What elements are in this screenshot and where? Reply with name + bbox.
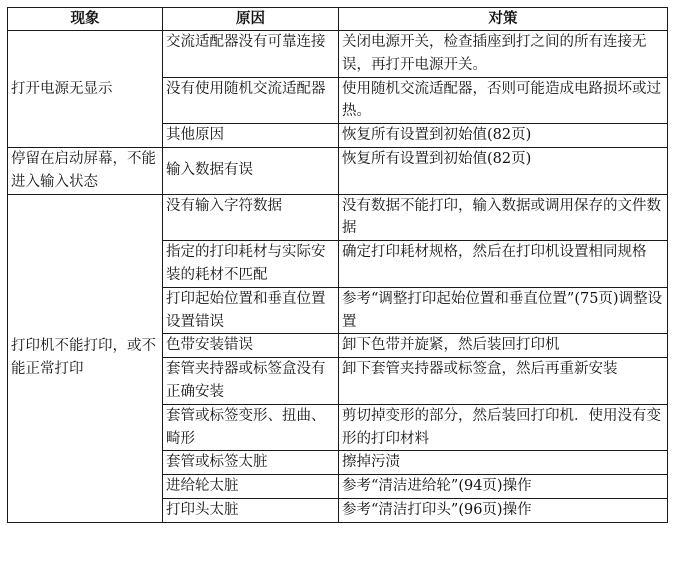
symptom-cell: 打开电源无显示 xyxy=(8,31,163,148)
solution-cell: 恢复所有设置到初始值(82页) xyxy=(339,124,668,148)
cause-cell: 套管夹持器或标签盒没有正确安装 xyxy=(163,358,339,405)
solution-cell: 卸下套管夹持器或标签盒，然后再重新安装 xyxy=(339,358,668,405)
cause-cell: 指定的打印耗材与实际安装的耗材不匹配 xyxy=(163,241,339,288)
cause-cell: 输入数据有误 xyxy=(163,147,339,194)
cause-cell: 其他原因 xyxy=(163,124,339,148)
solution-cell: 参考“调整打印起始位置和垂直位置”(75页)调整设置 xyxy=(339,287,668,334)
table-row xyxy=(8,147,668,194)
header-cause: 原因 xyxy=(163,8,339,31)
header-solution: 对策 xyxy=(339,8,668,31)
cause-cell: 套管或标签太脏 xyxy=(163,451,339,475)
solution-cell: 参考“清洁进给轮”(94页)操作 xyxy=(339,475,668,499)
solution-cell: 确定打印耗材规格，然后在打印机设置相同规格 xyxy=(339,241,668,288)
solution-cell: 没有数据不能打印，输入数据或调用保存的文件数据 xyxy=(339,194,668,241)
cause-cell: 打印头太脏 xyxy=(163,498,339,522)
cause-cell: 进给轮太脏 xyxy=(163,475,339,499)
cause-cell: 没有输入字符数据 xyxy=(163,194,339,241)
cause-cell: 没有使用随机交流适配器 xyxy=(163,77,339,124)
solution-cell: 卸下色带并旋紧，然后装回打印机 xyxy=(339,334,668,358)
cause-cell: 色带安装错误 xyxy=(163,334,339,358)
troubleshooting-table xyxy=(7,7,668,523)
solution-cell: 参考“清洁打印头”(96页)操作 xyxy=(339,498,668,522)
troubleshooting-table-container xyxy=(7,7,667,523)
solution-cell: 剪切掉变形的部分，然后装回打印机．使用没有变形的打印材料 xyxy=(339,404,668,451)
solution-cell: 擦掉污渍 xyxy=(339,451,668,475)
symptom-cell: 停留在启动屏幕，不能进入输入状态 xyxy=(8,147,163,194)
table-header-row xyxy=(8,8,668,31)
solution-cell: 恢复所有设置到初始值(82页) xyxy=(339,147,668,194)
header-symptom: 现象 xyxy=(8,8,163,31)
solution-cell: 使用随机交流适配器，否则可能造成电路损坏或过热。 xyxy=(339,77,668,124)
solution-cell: 关闭电源开关，检查插座到打之间的所有连接无误，再打开电源开关。 xyxy=(339,31,668,78)
cause-cell: 套管或标签变形、扭曲、畸形 xyxy=(163,404,339,451)
symptom-cell: 打印机不能打印，或不能正常打印 xyxy=(8,194,163,522)
table-row xyxy=(8,31,668,78)
cause-cell: 交流适配器没有可靠连接 xyxy=(163,31,339,78)
table-row xyxy=(8,194,668,241)
cause-cell: 打印起始位置和垂直位置设置错误 xyxy=(163,287,339,334)
